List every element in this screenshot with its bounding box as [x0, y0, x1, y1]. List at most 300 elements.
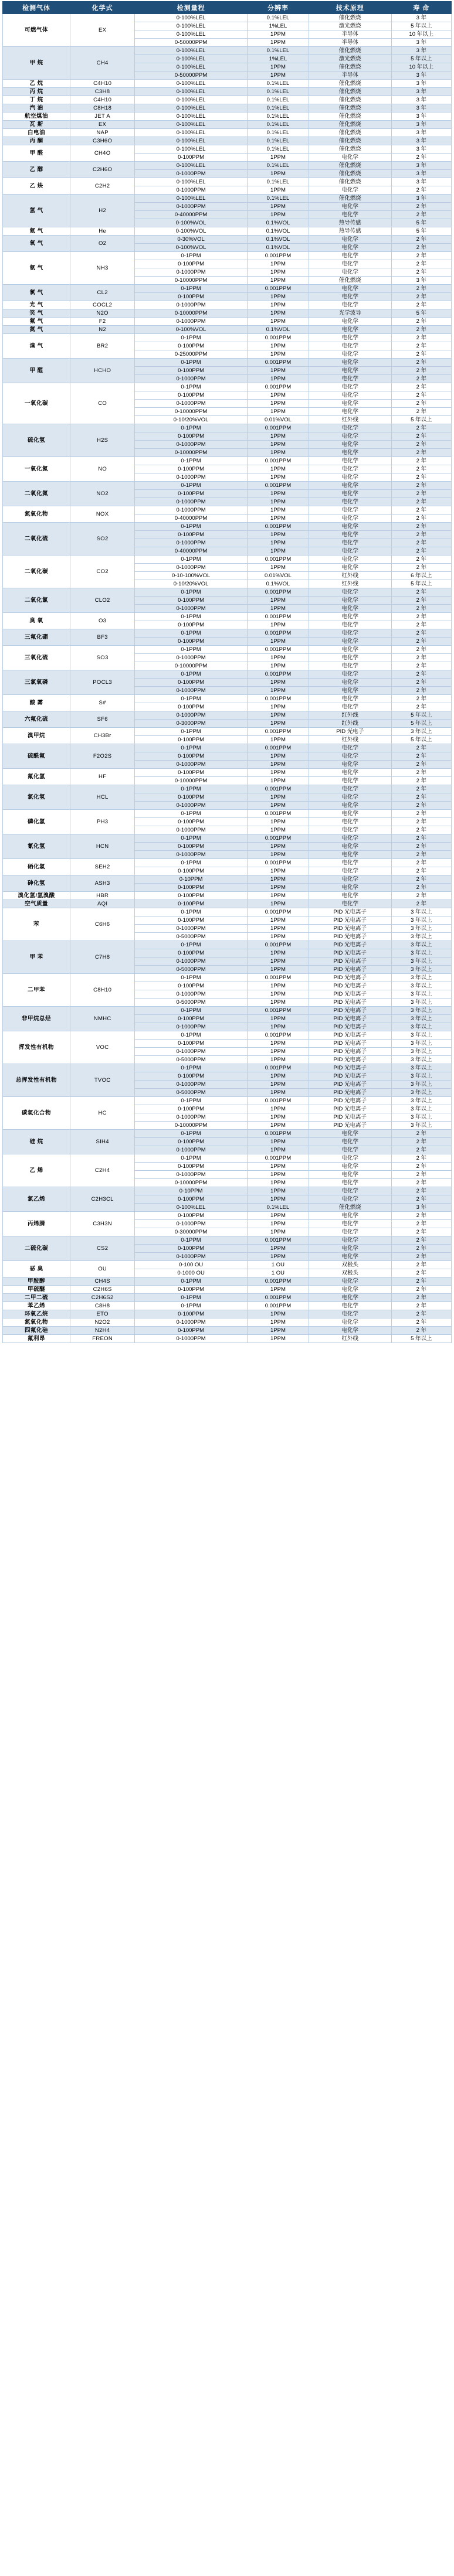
cell-range: 0-1000PPM — [135, 1023, 248, 1031]
cell-life: 2 年 — [391, 802, 451, 810]
cell-range: 0-1000PPM — [135, 1335, 248, 1343]
cell-gas-name: 三氟化硼 — [3, 629, 70, 646]
cell-resolution: 1PPM — [248, 1228, 309, 1236]
cell-resolution: 1PPM — [248, 1318, 309, 1327]
cell-range: 0-1PPM — [135, 1031, 248, 1040]
cell-range: 0-100%LEL — [135, 63, 248, 71]
cell-gas-name: 溴甲烷 — [3, 728, 70, 744]
cell-formula: HBR — [70, 892, 135, 900]
cell-life: 3 年以上 — [391, 1007, 451, 1015]
cell-technology: 催化燃烧 — [309, 1204, 391, 1212]
cell-technology: PID 光电子 — [309, 728, 391, 736]
cell-life: 2 年 — [391, 260, 451, 268]
cell-life: 2 年 — [391, 646, 451, 654]
cell-gas-name: 乙 炔 — [3, 178, 70, 195]
cell-range: 0-100PPM — [135, 793, 248, 802]
cell-resolution: 0.001PPM — [248, 941, 309, 949]
cell-life: 2 年 — [391, 523, 451, 531]
cell-resolution: 1PPM — [248, 318, 309, 326]
cell-range: 0-1PPM — [135, 728, 248, 736]
col-header-range: 检测量程 — [135, 2, 248, 14]
cell-life: 2 年 — [391, 211, 451, 219]
cell-resolution: 1PPM — [248, 63, 309, 71]
cell-technology: PID 光电离子 — [309, 1113, 391, 1122]
cell-range: 0-100%LEL — [135, 80, 248, 88]
cell-resolution: 1PPM — [248, 547, 309, 556]
cell-range: 0-1000PPM — [135, 687, 248, 695]
cell-technology: 电化学 — [309, 326, 391, 334]
cell-range: 0-1PPM — [135, 1007, 248, 1015]
cell-life: 2 年 — [391, 342, 451, 350]
cell-range: 0-100PPM — [135, 916, 248, 925]
col-header-gas: 检测气体 — [3, 2, 70, 14]
cell-gas-name: 乙 烯 — [3, 1154, 70, 1187]
cell-formula: NOX — [70, 506, 135, 523]
table-row — [3, 113, 452, 121]
cell-formula: SO3 — [70, 646, 135, 670]
cell-range: 0-100%LEL — [135, 104, 248, 113]
cell-technology: 电化学 — [309, 400, 391, 408]
cell-life: 2 年 — [391, 1286, 451, 1294]
cell-technology: 电化学 — [309, 432, 391, 441]
cell-life: 3 年以上 — [391, 1023, 451, 1031]
cell-range: 0-100PPM — [135, 367, 248, 375]
cell-technology: PID 光电离子 — [309, 1105, 391, 1113]
cell-range: 0-1PPM — [135, 1064, 248, 1072]
cell-resolution: 1PPM — [248, 867, 309, 875]
cell-range: 0-100PPM — [135, 752, 248, 761]
cell-resolution: 1PPM — [248, 375, 309, 383]
cell-technology: 红外线 — [309, 711, 391, 720]
cell-range: 0-100PPM — [135, 1015, 248, 1023]
cell-range: 0-100PPM — [135, 1245, 248, 1253]
cell-life: 2 年 — [391, 1138, 451, 1146]
cell-technology: 电化学 — [309, 318, 391, 326]
cell-resolution: 0.001PPM — [248, 974, 309, 982]
cell-formula: C3H3N — [70, 1212, 135, 1236]
cell-technology: PID 光电离子 — [309, 1031, 391, 1040]
cell-technology: 激光燃烧 — [309, 22, 391, 30]
cell-resolution: 0.001PPM — [248, 457, 309, 465]
cell-technology: 电化学 — [309, 802, 391, 810]
table-row — [3, 88, 452, 96]
cell-formula: AQI — [70, 900, 135, 908]
cell-formula: C2H6O — [70, 162, 135, 178]
cell-resolution: 0.001PPM — [248, 695, 309, 703]
cell-range: 0-1000PPM — [135, 1081, 248, 1089]
cell-life: 2 年 — [391, 539, 451, 547]
cell-life: 3 年 — [391, 121, 451, 129]
cell-technology: 电化学 — [309, 1236, 391, 1245]
cell-technology: PID 光电离子 — [309, 1056, 391, 1064]
cell-range: 0-100%LEL — [135, 121, 248, 129]
cell-formula: NAP — [70, 129, 135, 137]
cell-range: 0-100PPM — [135, 490, 248, 498]
cell-life: 3 年 — [391, 71, 451, 80]
cell-resolution: 0.1%LEL — [248, 88, 309, 96]
cell-life: 2 年 — [391, 1154, 451, 1163]
table-row — [3, 309, 452, 318]
cell-formula: CL2 — [70, 285, 135, 301]
cell-resolution: 1PPM — [248, 662, 309, 670]
cell-technology: 催化燃烧 — [309, 88, 391, 96]
cell-range: 0-100PPM — [135, 1040, 248, 1048]
cell-life: 3 年 — [391, 137, 451, 145]
cell-resolution: 0.001PPM — [248, 810, 309, 818]
cell-formula: FREON — [70, 1335, 135, 1343]
cell-technology: 电化学 — [309, 1253, 391, 1261]
cell-resolution: 1PPM — [248, 621, 309, 629]
cell-technology: 电化学 — [309, 851, 391, 859]
table-row — [3, 334, 452, 342]
cell-resolution: 1 OU — [248, 1269, 309, 1277]
cell-technology: 电化学 — [309, 375, 391, 383]
cell-resolution: 0.001PPM — [248, 1302, 309, 1310]
cell-life: 2 年 — [391, 1327, 451, 1335]
cell-range: 0-1000PPM — [135, 301, 248, 309]
cell-technology: 催化燃烧 — [309, 137, 391, 145]
cell-formula: C6H6 — [70, 908, 135, 941]
cell-range: 0-1000 OU — [135, 1269, 248, 1277]
cell-technology: PID 光电离子 — [309, 1007, 391, 1015]
cell-formula: CH4S — [70, 1277, 135, 1286]
cell-formula: CLO2 — [70, 588, 135, 613]
cell-range: 0-1PPM — [135, 1302, 248, 1310]
cell-technology: 半导体 — [309, 71, 391, 80]
cell-life: 5 年 — [391, 219, 451, 227]
cell-life: 2 年 — [391, 851, 451, 859]
cell-technology: 电化学 — [309, 646, 391, 654]
cell-formula: CS2 — [70, 1236, 135, 1261]
cell-gas-name: 硫化氢 — [3, 424, 70, 457]
cell-resolution: 1PPM — [248, 367, 309, 375]
cell-formula: C2H4 — [70, 1154, 135, 1187]
cell-gas-name: 笑 气 — [3, 309, 70, 318]
cell-gas-name: 氦 气 — [3, 227, 70, 236]
cell-formula: SO2 — [70, 523, 135, 556]
cell-resolution: 0.1%LEL — [248, 145, 309, 154]
cell-range: 0-1000PPM — [135, 1171, 248, 1179]
cell-life: 2 年 — [391, 892, 451, 900]
col-header-technology: 技术原理 — [309, 2, 391, 14]
cell-life: 3 年以上 — [391, 958, 451, 966]
table-row — [3, 941, 452, 949]
cell-gas-name: 氮 气 — [3, 326, 70, 334]
cell-resolution: 1PPM — [248, 949, 309, 958]
cell-range: 0-100PPM — [135, 982, 248, 990]
table-row — [3, 785, 452, 793]
table-row — [3, 104, 452, 113]
cell-resolution: 1PPM — [248, 843, 309, 851]
cell-technology: 电化学 — [309, 498, 391, 506]
cell-range: 0-1PPM — [135, 908, 248, 916]
table-row — [3, 1318, 452, 1327]
cell-life: 3 年以上 — [391, 1113, 451, 1122]
cell-life: 2 年 — [391, 359, 451, 367]
cell-resolution: 0.001PPM — [248, 1294, 309, 1302]
cell-life: 2 年 — [391, 268, 451, 277]
cell-resolution: 1PPM — [248, 1056, 309, 1064]
cell-life: 2 年 — [391, 400, 451, 408]
cell-resolution: 0.001PPM — [248, 785, 309, 793]
cell-formula: POCL3 — [70, 670, 135, 695]
cell-resolution: 0.001PPM — [248, 359, 309, 367]
cell-life: 2 年 — [391, 473, 451, 482]
cell-life: 2 年 — [391, 1146, 451, 1154]
cell-range: 0-1000PPM — [135, 400, 248, 408]
cell-range: 0-100PPM — [135, 465, 248, 473]
cell-gas-name: 丙 烷 — [3, 88, 70, 96]
cell-life: 3 年以上 — [391, 982, 451, 990]
cell-technology: 电化学 — [309, 424, 391, 432]
cell-formula: F2O2S — [70, 744, 135, 769]
table-row — [3, 769, 452, 777]
cell-resolution: 1PPM — [248, 465, 309, 473]
cell-technology: PID 光电离子 — [309, 1048, 391, 1056]
cell-technology: 催化燃烧 — [309, 129, 391, 137]
table-row — [3, 227, 452, 236]
cell-resolution: 0.001PPM — [248, 1031, 309, 1040]
cell-technology: 电化学 — [309, 1179, 391, 1187]
cell-gas-name: 总挥发性有机物 — [3, 1064, 70, 1097]
cell-technology: 电化学 — [309, 1171, 391, 1179]
cell-range: 0-100PPM — [135, 1195, 248, 1204]
cell-range: 0-100%VOL — [135, 244, 248, 252]
cell-range: 0-1000PPM — [135, 605, 248, 613]
cell-technology: 电化学 — [309, 679, 391, 687]
cell-resolution: 1PPM — [248, 309, 309, 318]
cell-life: 3 年 — [391, 129, 451, 137]
cell-resolution: 1PPM — [248, 1163, 309, 1171]
cell-range: 0-100%LEL — [135, 88, 248, 96]
cell-range: 0-100PPM — [135, 260, 248, 268]
cell-range: 0-1000PPM — [135, 170, 248, 178]
cell-life: 2 年 — [391, 1277, 451, 1286]
cell-gas-name: 氢 气 — [3, 195, 70, 227]
cell-gas-name: 挥发性有机物 — [3, 1031, 70, 1064]
cell-range: 0-10000PPM — [135, 309, 248, 318]
cell-resolution: 1PPM — [248, 752, 309, 761]
cell-range: 0-100 OU — [135, 1261, 248, 1269]
table-row — [3, 728, 452, 736]
cell-life: 3 年 — [391, 277, 451, 285]
cell-formula: C2H2 — [70, 178, 135, 195]
cell-technology: 热导传感 — [309, 219, 391, 227]
cell-gas-name: 溴 气 — [3, 334, 70, 359]
table-row — [3, 285, 452, 293]
cell-life: 3 年 — [391, 113, 451, 121]
table-row — [3, 1327, 452, 1335]
cell-formula: HCHO — [70, 359, 135, 383]
cell-resolution: 0.001PPM — [248, 334, 309, 342]
cell-gas-name: 氟利昂 — [3, 1335, 70, 1343]
cell-technology: 电化学 — [309, 1154, 391, 1163]
cell-life: 2 年 — [391, 1187, 451, 1195]
cell-life: 2 年 — [391, 810, 451, 818]
cell-technology: 催化燃烧 — [309, 277, 391, 285]
cell-life: 3 年 — [391, 47, 451, 55]
cell-range: 0-10/20%VOL — [135, 580, 248, 588]
cell-technology: 红外线 — [309, 1335, 391, 1343]
table-row — [3, 646, 452, 654]
cell-gas-name: 一氧化氮 — [3, 457, 70, 482]
cell-resolution: 0.1%LEL — [248, 104, 309, 113]
cell-life: 2 年 — [391, 375, 451, 383]
cell-life: 2 年 — [391, 465, 451, 473]
cell-range: 0-5000PPM — [135, 1089, 248, 1097]
cell-range: 0-10/20%VOL — [135, 416, 248, 424]
cell-life: 2 年 — [391, 597, 451, 605]
cell-range: 0-1000PPM — [135, 1048, 248, 1056]
cell-life: 2 年 — [391, 203, 451, 211]
cell-resolution: 1PPM — [248, 999, 309, 1007]
cell-life: 2 年 — [391, 605, 451, 613]
cell-resolution: 1PPM — [248, 39, 309, 47]
cell-technology: 电化学 — [309, 260, 391, 268]
table-row — [3, 1335, 452, 1343]
cell-resolution: 0.1%LEL — [248, 14, 309, 22]
cell-range: 0-100%LEL — [135, 162, 248, 170]
cell-resolution: 1PPM — [248, 933, 309, 941]
cell-resolution: 0.001PPM — [248, 523, 309, 531]
table-row — [3, 482, 452, 490]
cell-life: 3 年以上 — [391, 999, 451, 1007]
cell-gas-name: 氯化氢 — [3, 785, 70, 810]
cell-range: 0-30%VOL — [135, 236, 248, 244]
gas-sensor-spec-sheet — [0, 1, 454, 2576]
cell-formula: CO2 — [70, 556, 135, 588]
cell-life: 2 年 — [391, 301, 451, 309]
cell-life: 2 年 — [391, 613, 451, 621]
table-row — [3, 1277, 452, 1286]
cell-formula: C2H6S — [70, 1286, 135, 1294]
cell-formula: CH4O — [70, 145, 135, 162]
cell-technology: 电化学 — [309, 892, 391, 900]
cell-technology: 电化学 — [309, 564, 391, 572]
cell-range: 0-1PPM — [135, 1130, 248, 1138]
cell-range: 0-100%VOL — [135, 227, 248, 236]
cell-resolution: 0.01%VOL — [248, 572, 309, 580]
cell-range: 0-1000PPM — [135, 1253, 248, 1261]
cell-technology: 双极头 — [309, 1261, 391, 1269]
cell-resolution: 1PPM — [248, 506, 309, 514]
cell-range: 0-1PPM — [135, 457, 248, 465]
cell-technology: 电化学 — [309, 1277, 391, 1286]
cell-formula: HCN — [70, 834, 135, 859]
cell-resolution: 1PPM — [248, 71, 309, 80]
cell-life: 3 年 — [391, 145, 451, 154]
cell-range: 0-1PPM — [135, 383, 248, 391]
cell-resolution: 0.001PPM — [248, 588, 309, 597]
cell-resolution: 0.001PPM — [248, 859, 309, 867]
cell-formula: C4H10 — [70, 96, 135, 104]
cell-life: 2 年 — [391, 687, 451, 695]
cell-life: 2 年 — [391, 1310, 451, 1318]
col-header-life: 寿 命 — [391, 2, 451, 14]
cell-technology: 催化燃烧 — [309, 195, 391, 203]
cell-technology: 电化学 — [309, 547, 391, 556]
cell-resolution: 1PPM — [248, 826, 309, 834]
cell-technology: 催化燃烧 — [309, 104, 391, 113]
cell-resolution: 0.001PPM — [248, 252, 309, 260]
cell-life: 3 年以上 — [391, 1105, 451, 1113]
cell-life: 3 年以上 — [391, 1048, 451, 1056]
cell-range: 0-100%LEL — [135, 96, 248, 104]
cell-life: 2 年 — [391, 1195, 451, 1204]
cell-range: 0-100PPM — [135, 621, 248, 629]
cell-resolution: 1PPM — [248, 1245, 309, 1253]
cell-life: 5 年以上 — [391, 55, 451, 63]
cell-range: 0-1PPM — [135, 613, 248, 621]
cell-formula: O2 — [70, 236, 135, 252]
cell-range: 0-3000PPM — [135, 720, 248, 728]
cell-life: 3 年以上 — [391, 1089, 451, 1097]
cell-range: 0-10PPM — [135, 875, 248, 884]
cell-gas-name: 碳氢化合物 — [3, 1097, 70, 1130]
cell-formula: C3H8 — [70, 88, 135, 96]
cell-range: 0-100PPM — [135, 736, 248, 744]
cell-range: 0-1000PPM — [135, 498, 248, 506]
cell-range: 0-100%LEL — [135, 178, 248, 186]
table-row — [3, 1310, 452, 1318]
cell-technology: 催化燃烧 — [309, 145, 391, 154]
cell-range: 0-1000PPM — [135, 539, 248, 547]
cell-formula: NO — [70, 457, 135, 482]
cell-gas-name: 三氧化硫 — [3, 646, 70, 670]
cell-gas-name: 光 气 — [3, 301, 70, 309]
cell-life: 2 年 — [391, 900, 451, 908]
table-row — [3, 974, 452, 982]
cell-technology: 电化学 — [309, 761, 391, 769]
cell-resolution: 1PPM — [248, 769, 309, 777]
cell-technology: 红外线 — [309, 736, 391, 744]
cell-gas-name: 瓦 斯 — [3, 121, 70, 129]
cell-gas-name: 二氧化氯 — [3, 588, 70, 613]
cell-formula: NMHC — [70, 1007, 135, 1031]
cell-resolution: 1PPM — [248, 1286, 309, 1294]
cell-technology: 电化学 — [309, 350, 391, 359]
table-row — [3, 383, 452, 391]
cell-formula: H2S — [70, 424, 135, 457]
cell-resolution: 1PPM — [248, 441, 309, 449]
cell-range: 0-1PPM — [135, 424, 248, 432]
cell-life: 5 年 — [391, 227, 451, 236]
cell-range: 0-1PPM — [135, 482, 248, 490]
cell-range: 0-100PPM — [135, 892, 248, 900]
cell-technology: 红外线 — [309, 572, 391, 580]
cell-gas-name: 空气质量 — [3, 900, 70, 908]
cell-range: 0-100%VOL — [135, 219, 248, 227]
cell-life: 2 年 — [391, 449, 451, 457]
cell-life: 3 年 — [391, 170, 451, 178]
cell-range: 0-1000PPM — [135, 1318, 248, 1327]
cell-range: 0-100PPM — [135, 391, 248, 400]
cell-formula: ETO — [70, 1310, 135, 1318]
cell-technology: PID 光电离子 — [309, 982, 391, 990]
table-row — [3, 359, 452, 367]
table-row — [3, 301, 452, 309]
cell-resolution: 1PPM — [248, 1113, 309, 1122]
cell-life: 3 年以上 — [391, 1064, 451, 1072]
cell-life: 2 年 — [391, 441, 451, 449]
cell-formula: VOC — [70, 1031, 135, 1064]
cell-resolution: 0.001PPM — [248, 834, 309, 843]
table-row — [3, 892, 452, 900]
cell-range: 0-100PPM — [135, 1105, 248, 1113]
cell-range: 0-100PPM — [135, 867, 248, 875]
cell-range: 0-100%LEL — [135, 137, 248, 145]
cell-resolution: 1PPM — [248, 1040, 309, 1048]
